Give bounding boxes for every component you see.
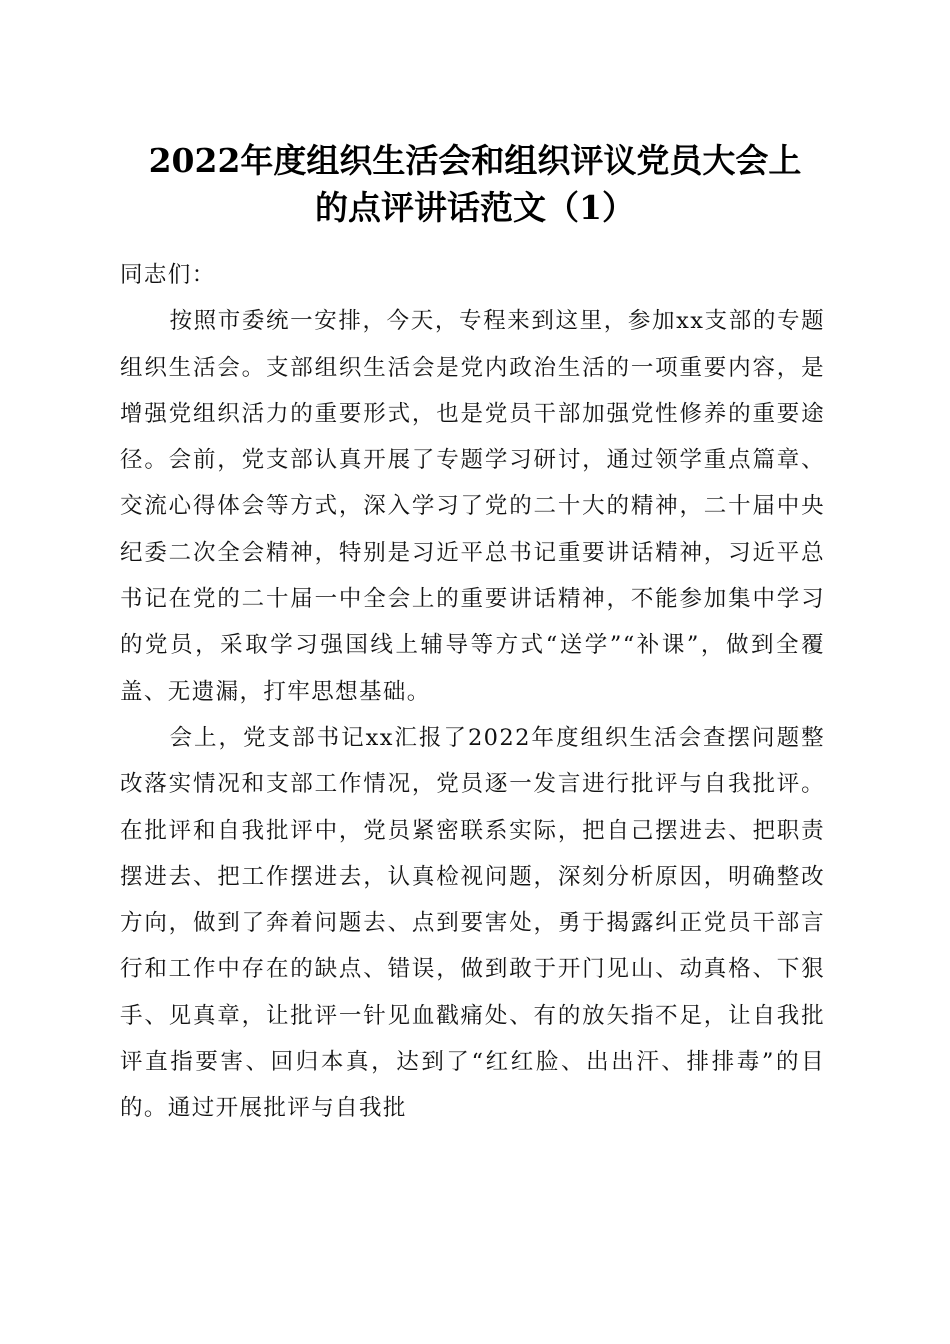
document-title: [100, 137, 850, 231]
title-line-1: 2022年度组织生活会和组织评议党员大会上: [148, 141, 802, 180]
document-body: [120, 252, 825, 1132]
title-line-2: 的点评讲话范文（1）: [315, 188, 635, 227]
salutation: 同志们：: [120, 262, 216, 288]
paragraph-2: 会上，党支部书记xx汇报了2022年度组织生活会查摆问题整改落实情况和支部工作情况，党员逐一发言进行批评与自我批评。在批评和自我批评中，党员紧密联系实际，把自己摆进去、把职责摆进去、把工作摆进去，认真检视问题，深刻分析原因，明确整改方向，做到了奔着问题去、点到要害处，勇于揭露纠正党员干部言行和工作中存在的缺点、错误，做到敢于开门见山、动真格、下狠手、见真章，让批评一针见血戳痛处、有的放矢指不足，让自我批评直指要害、回归本真，达到了“红红脸、出出汗、排排毒”的目的。通过开展批评与自我批: [120, 724, 825, 1122]
paragraph-1: 按照市委统一安排，今天，专程来到这里，参加xx支部的专题组织生活会。支部组织生活会是党内政治生活的一项重要内容，是增强党组织活力的重要形式，也是党员干部加强党性修养的重要途径。会前，党支部认真开展了专题学习研讨，通过领学重点篇章、交流心得体会等方式，深入学习了党的二十大的精神，二十届中央纪委二次全会精神，特别是习近平总书记重要讲话精神，习近平总书记在党的二十届一中全会上的重要讲话精神，不能参加集中学习的党员，采取学习强国线上辅导等方式“送学”“补课”，做到全覆盖、无遗漏，打牢思想基础。: [120, 308, 825, 705]
